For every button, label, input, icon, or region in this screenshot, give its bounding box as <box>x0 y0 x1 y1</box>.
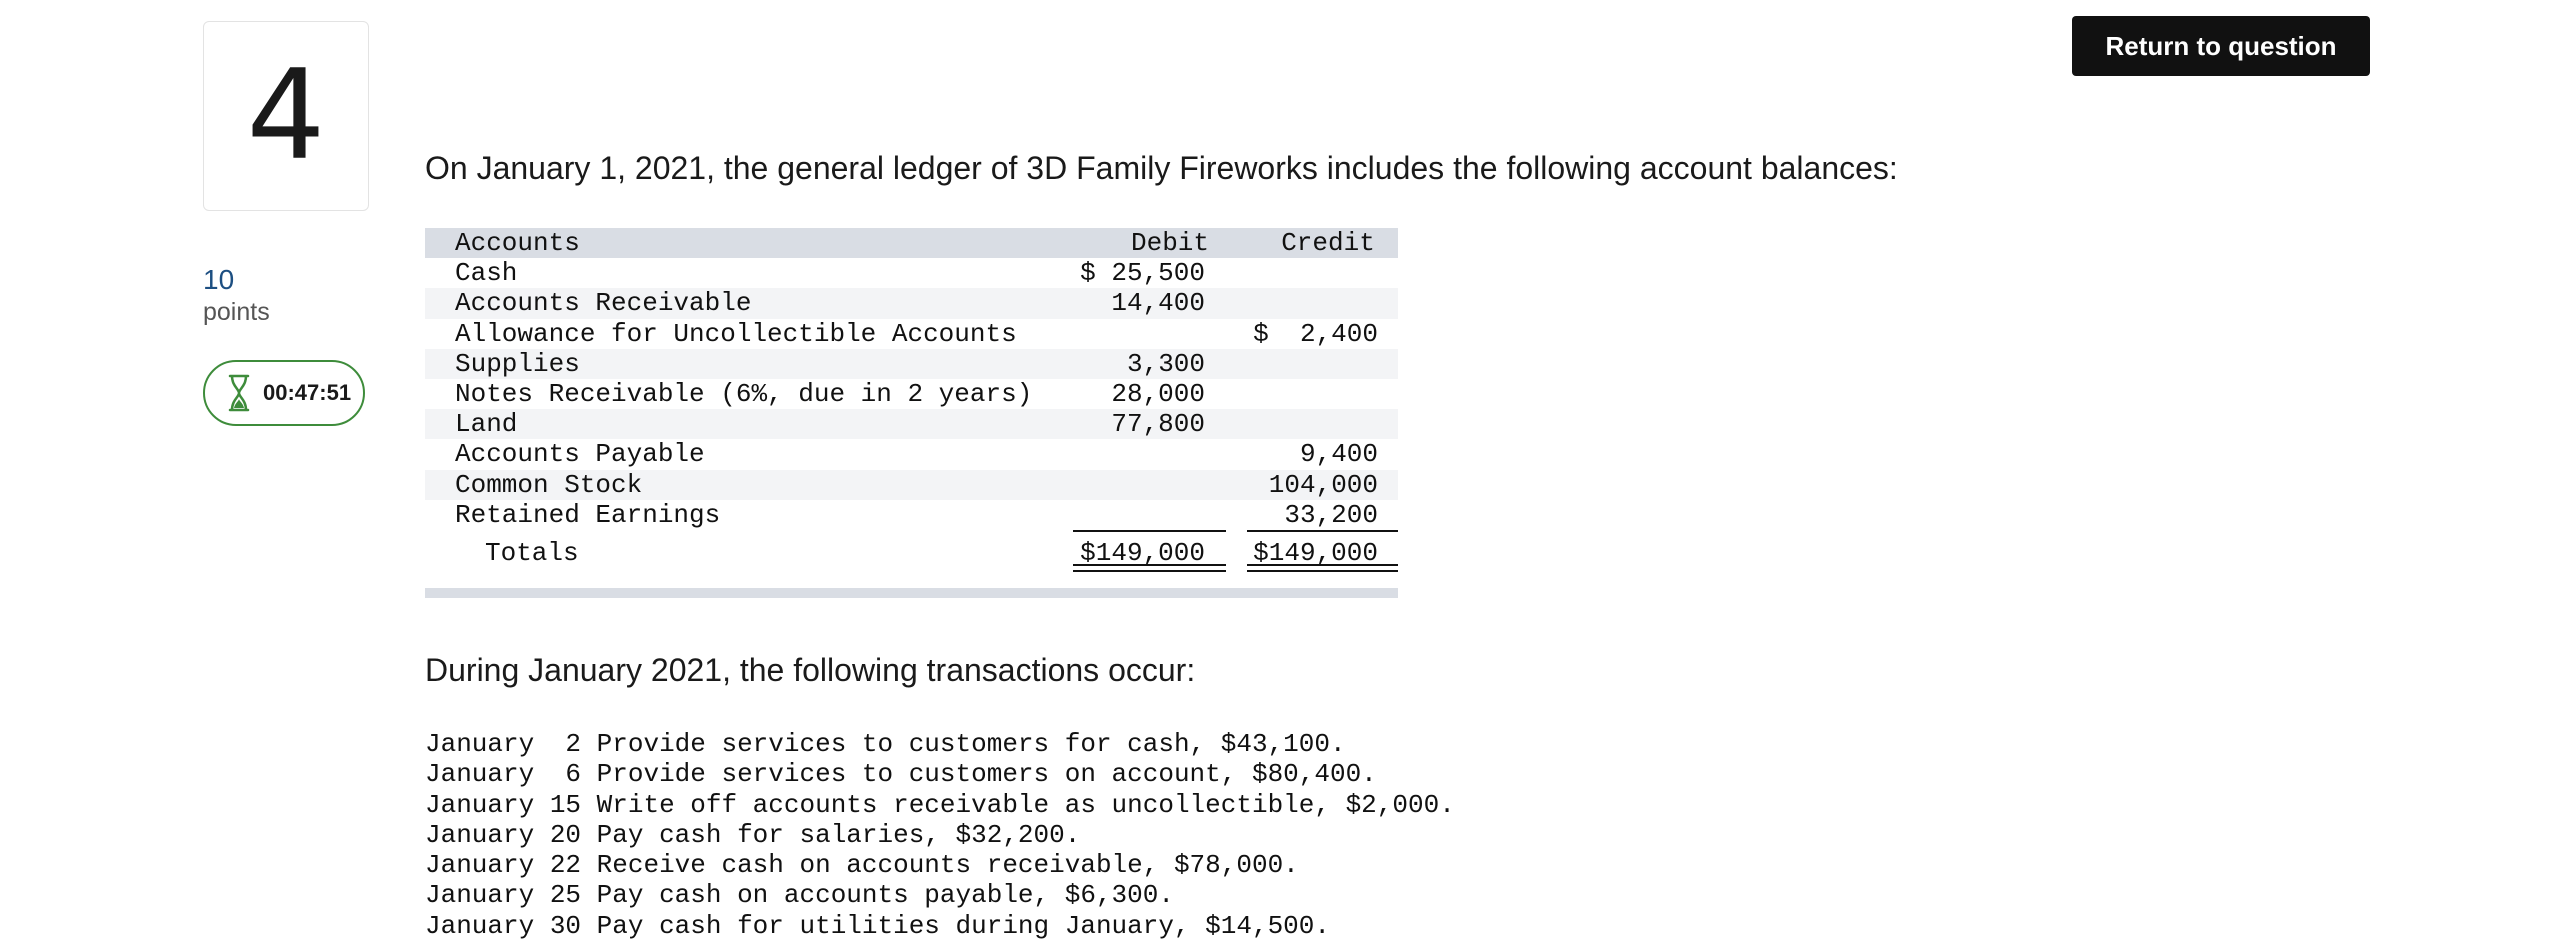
account-name: Accounts Receivable <box>455 288 752 319</box>
credit-amount: $ 2,400 <box>1253 318 1378 349</box>
credit-total: $149,000 <box>1253 537 1378 568</box>
transactions-intro: During January 2021, the following transactions occur: <box>425 652 1196 688</box>
credit-amount: 9,400 <box>1299 439 1378 470</box>
debit-amount: 28,000 <box>1111 378 1205 409</box>
totals-label: Totals <box>485 537 579 568</box>
header-accounts: Accounts <box>455 228 580 258</box>
transaction-day: 25 <box>549 880 582 911</box>
transaction-line <box>425 759 1455 789</box>
ledger-row <box>425 319 1398 349</box>
credit-amount: 33,200 <box>1284 499 1378 530</box>
transaction-day: 15 <box>549 789 582 820</box>
transaction-day: 2 <box>549 729 582 759</box>
header-credit: Credit <box>1281 228 1375 258</box>
timer-badge <box>203 360 365 426</box>
ledger-table <box>425 228 1398 598</box>
ledger-row <box>425 349 1398 379</box>
ledger-row <box>425 470 1398 500</box>
account-name: Accounts Payable <box>455 439 705 470</box>
transaction-month: January <box>425 819 535 850</box>
points-value: 10 <box>203 264 235 295</box>
debit-amount: 14,400 <box>1111 288 1205 319</box>
account-name: Supplies <box>455 348 580 379</box>
transaction-text: Write off accounts receivable as uncollectible, $2,000. <box>596 789 1455 820</box>
account-name: Cash <box>455 258 518 289</box>
transaction-line <box>425 880 1455 910</box>
transaction-text: Pay cash for salaries, $32,200. <box>596 819 1081 850</box>
transaction-month: January <box>425 759 535 790</box>
timer-text: 00:47:51 <box>263 380 352 405</box>
question-number: 4 <box>203 21 369 211</box>
transaction-line <box>425 729 1455 759</box>
account-name: Retained Earnings <box>455 499 721 530</box>
transaction-text: Receive cash on accounts receivable, $78,000. <box>596 850 1299 881</box>
ledger-row <box>425 439 1398 469</box>
transaction-line <box>425 790 1455 820</box>
account-name: Allowance for Uncollectible Accounts <box>455 318 1017 349</box>
transaction-text: Pay cash on accounts payable, $6,300. <box>596 880 1174 911</box>
ledger-row <box>425 500 1398 530</box>
transaction-line <box>425 911 1455 941</box>
credit-total-double-rule <box>1247 564 1398 572</box>
account-name: Land <box>455 409 518 440</box>
debit-total-double-rule <box>1073 564 1226 572</box>
ledger-row <box>425 258 1398 288</box>
transaction-month: January <box>425 880 535 911</box>
account-name: Common Stock <box>455 469 643 500</box>
ledger-row <box>425 288 1398 318</box>
transaction-month: January <box>425 789 535 820</box>
hourglass-icon <box>227 374 251 412</box>
transaction-day: 22 <box>549 850 582 881</box>
transaction-day: 6 <box>549 759 582 790</box>
points-label: points <box>203 298 270 326</box>
ledger-row <box>425 409 1398 439</box>
account-name: Notes Receivable (6%, due in 2 years) <box>455 378 1033 409</box>
debit-total: $149,000 <box>1080 537 1205 568</box>
credit-amount: 104,000 <box>1268 469 1378 500</box>
debit-amount: 3,300 <box>1126 348 1205 379</box>
transaction-day: 30 <box>549 910 582 941</box>
debit-amount: 77,800 <box>1111 409 1205 440</box>
transaction-month: January <box>425 850 535 881</box>
transactions-list <box>425 729 1455 941</box>
transaction-text: Provide services to customers for cash, $43,100. <box>596 729 1346 759</box>
intro-text: On January 1, 2021, the general ledger of 3D Family Fireworks includes the following account balances: <box>425 150 1898 186</box>
transaction-text: Provide services to customers on account, $80,400. <box>596 759 1377 790</box>
ledger-totals-row <box>425 530 1398 576</box>
transaction-line <box>425 820 1455 850</box>
header-debit: Debit <box>1130 228 1209 258</box>
transaction-month: January <box>425 729 535 759</box>
debit-amount: $ 25,500 <box>1080 258 1205 289</box>
return-to-question-button[interactable]: Return to question <box>2072 16 2370 76</box>
transaction-line <box>425 850 1455 880</box>
ledger-header-row <box>425 228 1398 258</box>
transaction-day: 20 <box>549 819 582 850</box>
ledger-row <box>425 379 1398 409</box>
transaction-text: Pay cash for utilities during January, $14,500. <box>596 910 1330 941</box>
ledger-footer-bar <box>425 588 1398 598</box>
transaction-month: January <box>425 910 535 941</box>
